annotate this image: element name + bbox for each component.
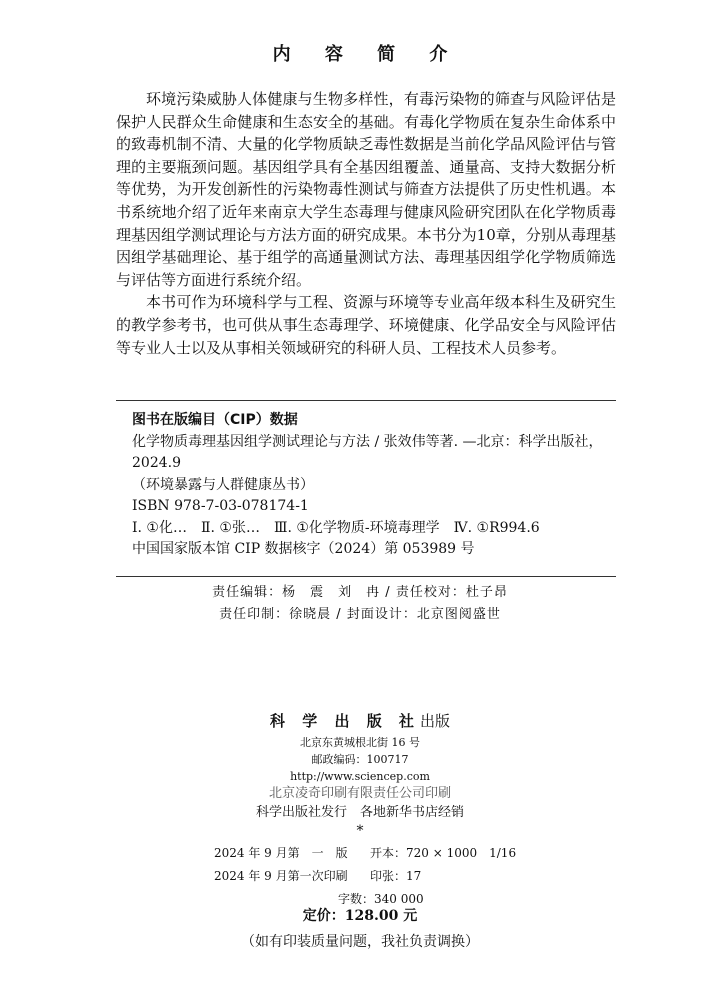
publisher-name-suffix: 出版 bbox=[419, 712, 450, 730]
word-count: 字数：340 000 bbox=[338, 892, 424, 906]
sheets-info: 印张：17 bbox=[370, 869, 422, 883]
distribution-info: 科学出版社发行 各地新华书店经销 bbox=[255, 805, 464, 820]
publisher-name bbox=[0, 708, 720, 734]
page-title: 内 容 简 介 bbox=[272, 44, 462, 65]
credits-line-1: 责任编辑：杨 震 刘 冉 / 责任校对：杜子昂 bbox=[212, 585, 508, 600]
cip-block bbox=[132, 410, 608, 561]
intro-paragraph-1: 环境污染威胁人体健康与生物多样性，有毒污染物的筛查与风险评估是保护人民群众生命健康和生态安全的基础。有毒化学物质在复杂生命体系中的致毒机制不清、大量的化学物质缺乏毒性数据是当前化学品风险评估与管理的主要瓶颈问题。基因组学具有全基因组覆盖、通量高、支持大数据分析等优势，为开发创新性的污染物毒性测试与筛查方法提供了历史性机遇。本书系统地介绍了近年来南京大学生态毒理与健康风险研究团队在化学物质毒理基因组学测试理论与方法方面的研究成果。本书分为10章，分别从毒理基因组学基础理论、基于组学的高通量测试方法、毒理基因组学化学物质筛选与评估等方面进行系统介绍。 bbox=[116, 90, 616, 289]
printer-info: 北京凌奇印刷有限责任公司印刷 bbox=[268, 786, 451, 801]
publisher-block bbox=[0, 708, 720, 839]
publisher-name-text: 科 学 出 版 社 bbox=[270, 712, 420, 730]
cip-top-divider bbox=[116, 400, 616, 401]
cip-title-line: 化学物质毒理基因组学测试理论与方法 / 张效伟等著. —北京：科学出版社，2024.9 bbox=[132, 433, 603, 471]
cip-heading: 图书在版编目（CIP）数据 bbox=[132, 412, 298, 428]
cip-classification: Ⅰ. ①化… Ⅱ. ①张… Ⅲ. ①化学物质-环境毒理学 Ⅳ. ①R994.6 bbox=[132, 519, 540, 536]
price: 定价：128.00 元 bbox=[302, 908, 418, 924]
credits-line-2: 责任印制：徐晓晨 / 封面设计：北京图阅盛世 bbox=[219, 607, 501, 622]
cip-record-number: 中国国家版本馆 CIP 数据核字（2024）第 053989 号 bbox=[132, 541, 475, 557]
edition-info: 2024 年 9 月第 一 版 bbox=[214, 846, 348, 860]
cip-series: （环境暴露与人群健康丛书） bbox=[132, 476, 314, 493]
book-introduction bbox=[116, 88, 616, 359]
publisher-url: http://www.sciencep.com bbox=[290, 770, 430, 783]
publisher-postcode: 邮政编码：100717 bbox=[311, 753, 409, 766]
printing-info: 2024 年 9 月第一次印刷 bbox=[214, 869, 348, 883]
quality-notice: （如有印装质量问题，我社负责调换） bbox=[241, 934, 479, 950]
format-info: 开本：720 × 1000 1/16 bbox=[370, 846, 517, 860]
print-specs bbox=[0, 842, 720, 911]
specs-row-2 bbox=[0, 865, 720, 888]
editorial-credits bbox=[0, 582, 720, 626]
cip-isbn: ISBN 978-7-03-078174-1 bbox=[132, 498, 309, 514]
intro-paragraph-2: 本书可作为环境科学与工程、资源与环境等专业高年级本科生及研究生的教学参考书，也可供从事生态毒理学、环境健康、化学品安全与风险评估等专业人士以及从事相关领域研究的科研人员、工程技术人员参考。 bbox=[116, 293, 616, 357]
separator-star: * bbox=[356, 823, 364, 839]
cip-bottom-divider bbox=[116, 576, 616, 577]
publisher-address: 北京东黄城根北街 16 号 bbox=[300, 736, 420, 749]
specs-row-1 bbox=[0, 842, 720, 865]
